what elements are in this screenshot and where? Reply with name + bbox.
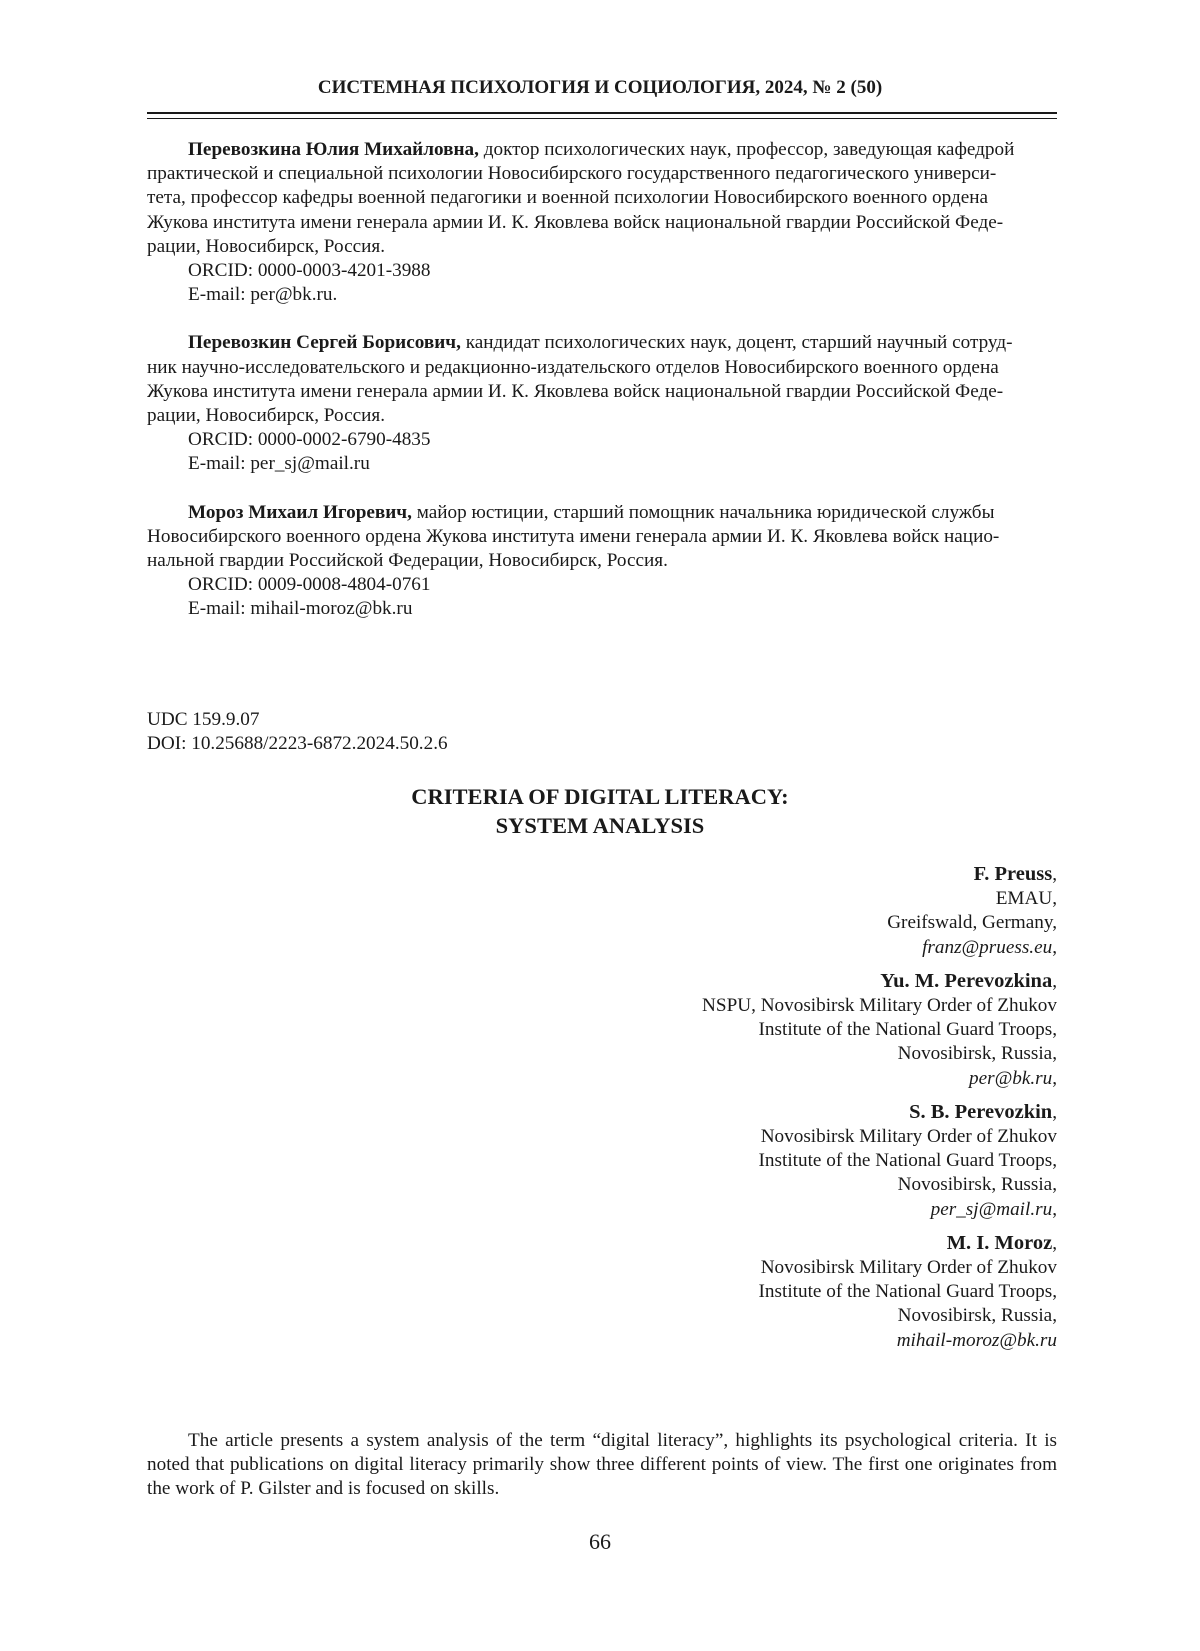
bio-email: E-mail: per@bk.ru. — [188, 284, 338, 306]
abstract — [147, 1429, 1057, 1502]
bio-text — [147, 331, 1057, 355]
running-title: СИСТЕМНАЯ ПСИХОЛОГИЯ И СОЦИОЛОГИЯ, 2024, № 2 (50) — [317, 77, 883, 98]
author-heading — [357, 969, 1057, 994]
bio-line: Жукова института имени генерала армии И. К. Яковлева войск национальной гвардии Российской Феде- — [147, 211, 1004, 233]
bio-line: доктор психологических наук, профессор, заведующая кафедрой — [478, 139, 1015, 160]
author-affiliation: Novosibirsk Military Order of Zhukov — [760, 1257, 1057, 1279]
author-email-line — [357, 1067, 1057, 1091]
bio-line: нальной гвардии Российской Федерации, Новосибирск, Россия. — [147, 550, 668, 572]
author-heading — [357, 1231, 1057, 1256]
author-name: Yu. M. Perevozkina — [880, 969, 1053, 992]
title-line-2: SYSTEM ANALYSIS — [495, 813, 705, 838]
email-tail: , — [1052, 1067, 1057, 1089]
author-affiliation: Novosibirsk, Russia, — [897, 1305, 1057, 1327]
author-affiliation: Institute of the National Guard Troops, — [758, 1281, 1057, 1303]
author-heading — [357, 862, 1057, 887]
author-email[interactable]: mihail-moroz@bk.ru — [896, 1329, 1057, 1351]
bio-name: Перевозкина Юлия Михайловна, — [188, 139, 479, 160]
author-affiliation: Institute of the National Guard Troops, — [758, 1019, 1057, 1041]
author-heading — [357, 1100, 1057, 1125]
bio-line: тета, профессор кафедры военной педагогики и военной психологии Новосибирского военного ордена — [147, 187, 989, 209]
bio-perevozkina — [147, 138, 1057, 307]
bio-moroz — [147, 501, 1057, 622]
author-sep: , — [1052, 864, 1057, 885]
author-email[interactable]: franz@pruess.eu — [922, 936, 1053, 958]
author-affiliation: EMAU, — [995, 888, 1057, 910]
bio-line: кандидат психологических наук, доцент, старший научный сотруд- — [460, 332, 1013, 354]
abstract-text: The article presents a system analysis of the term “digital literacy”, highlights its psychological criteria. It is noted that publications on digital literacy primarily show three different points of view. The first one originates from the work of P. Gilster and is focused on skills. — [147, 1430, 1057, 1500]
bio-perevozkin — [147, 331, 1057, 476]
bio-name: Мороз Михаил Игоревич, — [188, 501, 412, 523]
author-preuss — [357, 862, 1057, 960]
article-identifiers — [147, 708, 747, 756]
author-affiliation: Greifswald, Germany, — [887, 912, 1057, 934]
author-moroz — [357, 1231, 1057, 1353]
author-name: S. B. Perevozkin — [909, 1100, 1053, 1123]
bio-email: E-mail: per_sj@mail.ru — [188, 453, 370, 475]
author-name: F. Preuss — [973, 863, 1053, 885]
author-email-line — [357, 1329, 1057, 1353]
doi-link[interactable]: DOI: 10.25688/2223-6872.2024.50.2.6 — [147, 733, 448, 755]
bio-email: E-mail: mihail-moroz@bk.ru — [188, 598, 413, 620]
bio-orcid: ORCID: 0000-0002-6790-4835 — [188, 429, 431, 451]
author-affiliation: Novosibirsk, Russia, — [897, 1043, 1057, 1065]
bio-name: Перевозкин Сергей Борисович, — [188, 332, 461, 354]
title-line-1: CRITERIA OF DIGITAL LITERACY: — [411, 784, 789, 809]
page-number: 66 — [589, 1529, 611, 1554]
author-affiliation: Novosibirsk, Russia, — [897, 1174, 1057, 1196]
author-sep: , — [1052, 1232, 1057, 1254]
author-block-english — [357, 862, 1057, 1362]
email-tail: , — [1052, 1198, 1057, 1220]
udc-code: UDC 159.9.07 — [147, 709, 260, 730]
author-perevozkin — [357, 1100, 1057, 1222]
author-email-line — [357, 1198, 1057, 1222]
author-email[interactable]: per@bk.ru — [969, 1067, 1053, 1089]
bio-orcid: ORCID: 0009-0008-4804-0761 — [188, 574, 431, 596]
header-rule-thick — [147, 112, 1057, 114]
article-title — [0, 782, 1200, 840]
author-affiliation: Novosibirsk Military Order of Zhukov — [760, 1126, 1057, 1148]
author-sep: , — [1052, 970, 1057, 992]
bio-orcid: ORCID: 0000-0003-4201-3988 — [188, 260, 431, 282]
header-rule-thin — [147, 118, 1057, 119]
author-email-line — [357, 936, 1057, 960]
bio-line: Новосибирского военного ордена Жукова института имени генерала армии И. К. Яковлева войск нацио- — [147, 525, 1000, 547]
bio-line: ник научно-исследовательского и редакционно-издательского отделов Новосибирского военного ордена — [147, 356, 999, 378]
bio-line: рации, Новосибирск, Россия. — [147, 235, 385, 257]
author-bios-russian — [147, 138, 1057, 646]
bio-line: практической и специальной психологии Новосибирского государственного педагогического универси- — [147, 163, 997, 185]
email-tail: , — [1052, 936, 1057, 958]
bio-text — [147, 501, 1057, 525]
author-email[interactable]: per_sj@mail.ru — [930, 1198, 1053, 1220]
author-perevozkina — [357, 969, 1057, 1091]
author-affiliation: NSPU, Novosibirsk Military Order of Zhukov — [702, 995, 1057, 1017]
bio-line: Жукова института имени генерала армии И. К. Яковлева войск национальной гвардии Российской Феде- — [147, 380, 1004, 402]
author-name: M. I. Moroz — [946, 1231, 1053, 1254]
author-affiliation: Institute of the National Guard Troops, — [758, 1150, 1057, 1172]
bio-text — [147, 138, 1057, 162]
author-sep: , — [1052, 1101, 1057, 1123]
bio-line: рации, Новосибирск, Россия. — [147, 405, 385, 427]
bio-line: майор юстиции, старший помощник начальника юридической службы — [411, 501, 995, 523]
